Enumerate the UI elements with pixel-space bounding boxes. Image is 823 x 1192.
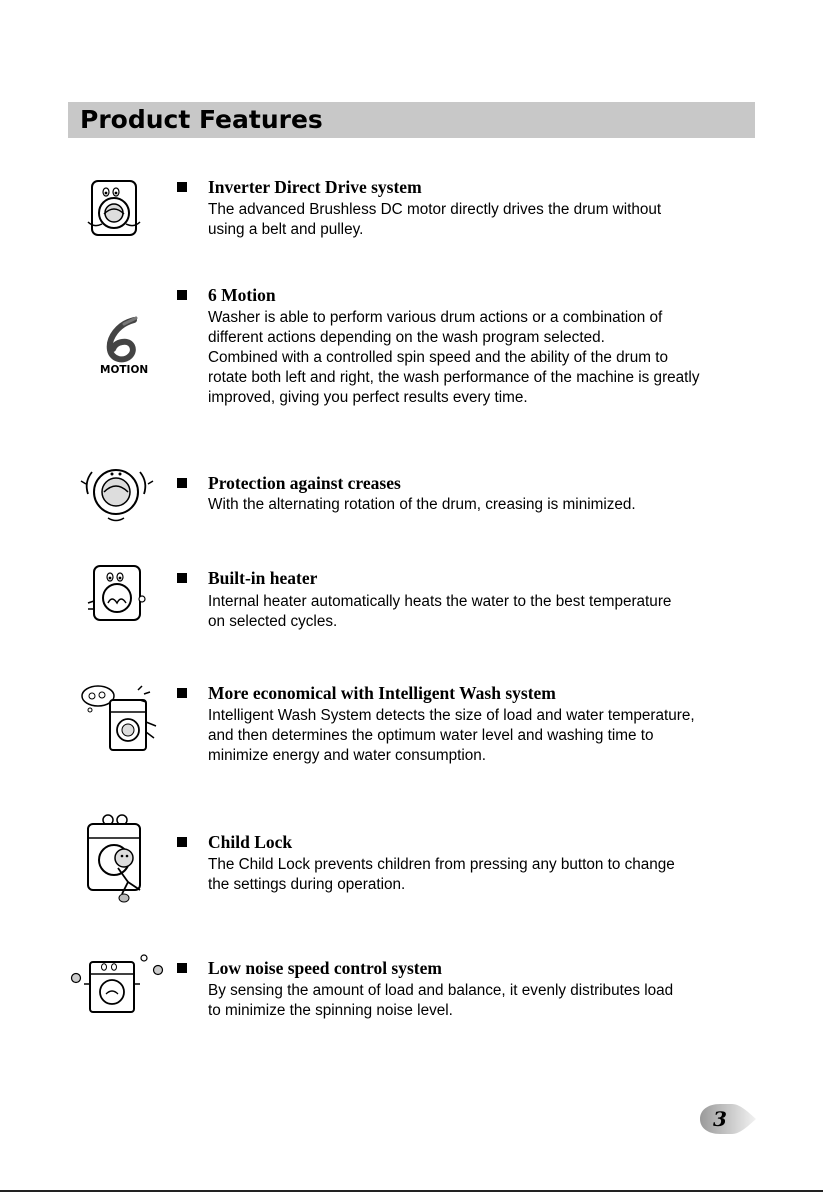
- feature-text-line: With the alternating rotation of the drum, creasing is minimized.: [208, 496, 636, 513]
- feature-text-line: the settings during operation.: [208, 876, 406, 893]
- bullet-marker: [177, 182, 187, 192]
- feature-text-line: different actions depending on the wash program selected.: [208, 329, 605, 346]
- six-motion-logo-text: MOTION: [100, 364, 149, 376]
- page-title: Product Features: [80, 105, 323, 134]
- feature-text-line: The Child Lock prevents children from pressing any button to change: [208, 856, 675, 873]
- rotating-drum-icon: [78, 458, 154, 529]
- thinking-washer-icon: [80, 682, 160, 759]
- bullet-marker: [177, 963, 187, 973]
- bullet-marker: [177, 688, 187, 698]
- bullet-marker: [177, 290, 187, 300]
- quiet-washer-icon: [70, 954, 170, 1021]
- feature-title: Low noise speed control system: [208, 958, 442, 978]
- bullet-marker: [177, 478, 187, 488]
- feature-text-line: using a belt and pulley.: [208, 221, 364, 238]
- feature-text-line: Washer is able to perform various drum actions or a combination of: [208, 309, 663, 326]
- feature-title: More economical with Intelligent Wash system: [208, 683, 556, 703]
- feature-title: Inverter Direct Drive system: [208, 177, 422, 197]
- child-lock-icon: [82, 812, 148, 909]
- feature-text-line: The advanced Brushless DC motor directly drives the drum without: [208, 201, 662, 218]
- page-number-tab: [698, 1098, 758, 1138]
- feature-title: 6 Motion: [208, 285, 276, 305]
- feature-text-line: on selected cycles.: [208, 613, 338, 630]
- feature-text-line: to minimize the spinning noise level.: [208, 1002, 453, 1019]
- feature-text-line: By sensing the amount of load and balance, it evenly distributes load: [208, 982, 674, 999]
- page-number: 3: [713, 1107, 727, 1131]
- section-header-bar: [68, 102, 755, 138]
- bullet-marker: [177, 573, 187, 583]
- washer-drum-icon: [84, 178, 144, 243]
- feature-text-line: and then determines the optimum water level and washing time to: [208, 727, 654, 744]
- feature-text-line: rotate both left and right, the wash performance of the machine is greatly: [208, 369, 700, 386]
- bullet-marker: [177, 837, 187, 847]
- feature-text-line: Intelligent Wash System detects the size of load and water temperature,: [208, 707, 695, 724]
- feature-text-line: Combined with a controlled spin speed and the ability of the drum to: [208, 349, 669, 366]
- feature-title: Child Lock: [208, 832, 293, 852]
- feature-text-line: Internal heater automatically heats the water to the best temperature: [208, 593, 672, 610]
- feature-title: Built-in heater: [208, 568, 318, 588]
- feature-text-line: improved, giving you perfect results every time.: [208, 389, 528, 406]
- feature-title: Protection against creases: [208, 473, 401, 493]
- heater-washer-icon: [84, 563, 150, 628]
- feature-text-line: minimize energy and water consumption.: [208, 747, 487, 764]
